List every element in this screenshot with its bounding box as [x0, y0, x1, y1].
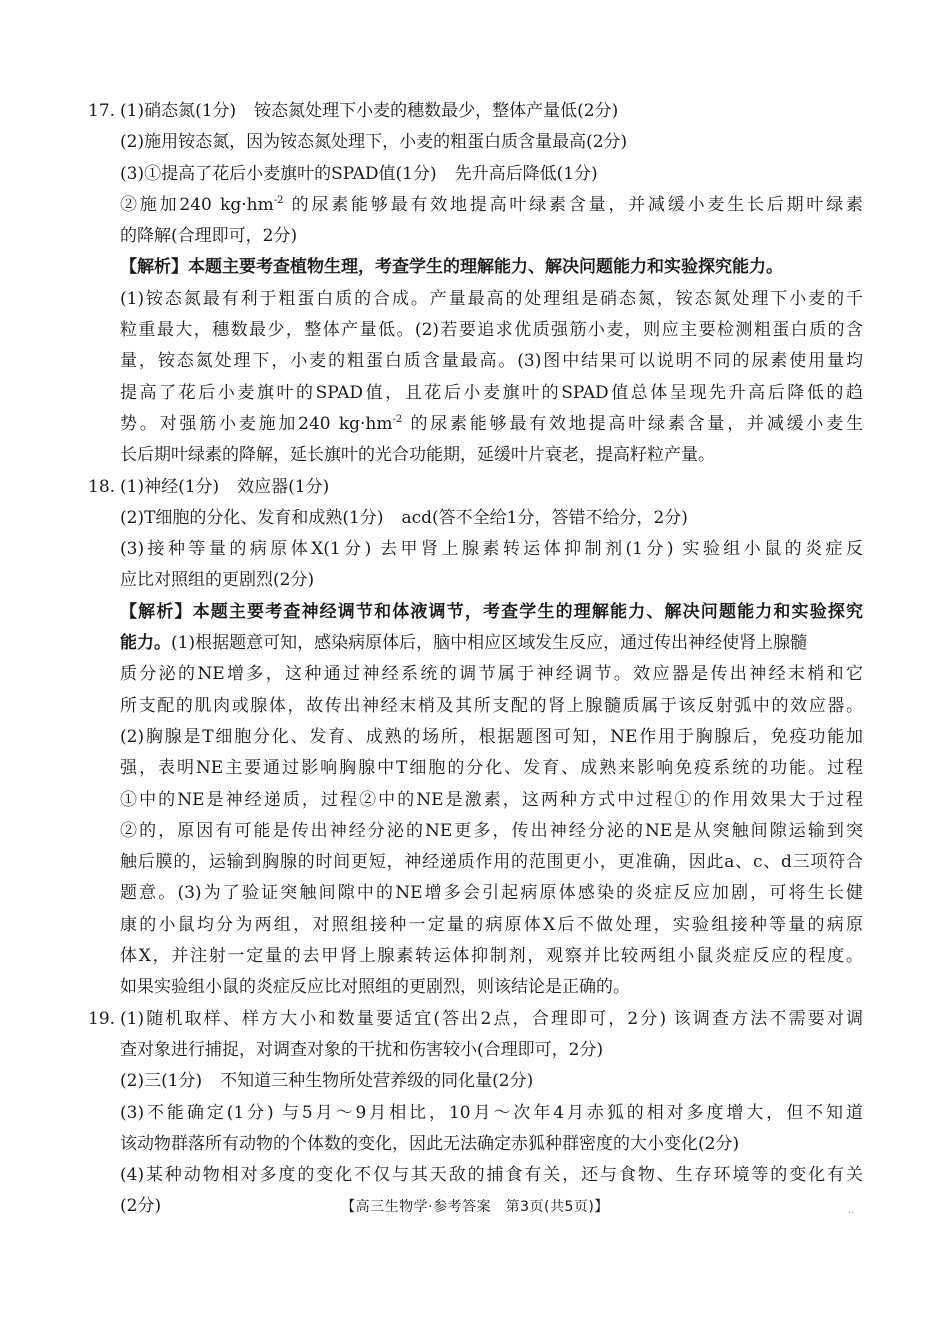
q18-analysis-11: 体X，并注射一定量的去甲肾上腺素转运体抑制剂，观察并比较两组小鼠炎症反应的程度。 — [120, 946, 863, 967]
q17-analysis-1: (1)铵态氮最有利于粗蛋白质的合成。产量最高的处理组是硝态氮，铵态氮处理下小麦的千 — [120, 288, 863, 309]
q18-analysis-3: 所支配的肌肉或腺体，故传出神经末梢及其所支配的肾上腺髓质属于该反射弧中的效应器。 — [120, 695, 863, 716]
q18-analysis-6: ①中的NE是神经递质，过程②中的NE是激素，这两种方式中过程①的作用效果大于过程 — [120, 789, 863, 810]
q18-line-2: (2)T细胞的分化、发育和成熟(1分) acd(答不全给1分，答错不给分，2分) — [120, 507, 688, 528]
q18-line-4: 应比对照组的更剧烈(2分) — [120, 570, 315, 591]
q18-analysis-lead: 【解析】本题主要考查神经调节和体液调节，考查学生的理解能力、解决问题能力和实验探究 — [120, 601, 863, 622]
q17-number: 17. — [88, 101, 116, 121]
q17-analysis-6: 长后期叶绿素的降解，延长旗叶的光合功能期，延缓叶片衰老，提高籽粒产量。 — [120, 445, 715, 466]
q17-line-4: ②施加240 $kg\cdot hm^{-2}$ 的尿素能够最有效地提高叶绿素含量，并减缓小麦生长后期叶绿素 — [120, 194, 863, 215]
q17-analysis-3: 量，铵态氮处理下，小麦的粗蛋白质含量最高。(3)图中结果可以说明不同的尿素使用量均 — [120, 351, 863, 372]
q18-analysis-0: 能力。(1)根据题意可知，感染病原体后，脑中相应区域发生反应，通过传出神经使肾上腺髓 — [120, 633, 808, 654]
q17-analysis-4: 提高了花后小麦旗叶的SPAD值，且花后小麦旗叶的SPAD值总体呈现先升高后降低的趋 — [120, 382, 863, 403]
q19-line-7: (2分) — [120, 1196, 162, 1217]
q18-analysis-8: 触后膜的，运输到胸腺的时间更短，神经递质作用的范围更小，更准确，因此a、c、d三项符合 — [120, 852, 863, 873]
footer-mark: ·· — [848, 1208, 855, 1219]
q18-line-1: 18. (1)神经(1分) 效应器(1分) — [88, 472, 863, 503]
q18-analysis-4: (2)胸腺是T细胞分化、发育、成熟的场所，根据题图可知，NE作用于胸腺后，免疫功能加 — [120, 726, 863, 747]
answer-content — [88, 96, 863, 1223]
q19-line-4: (3)不能确定(1分) 与5月～9月相比，10月～次年4月赤狐的相对多度增大，但不知道 — [120, 1102, 863, 1123]
q17-line-2: (2)施用铵态氮，因为铵态氮处理下，小麦的粗蛋白质含量最高(2分) — [120, 132, 628, 153]
q18-analysis-10: 康的小鼠均分为两组，对照组接种一定量的病原体X后不做处理，实验组接种等量的病原 — [120, 914, 863, 935]
q18-number: 18. — [88, 476, 116, 497]
q19-line-5: 该动物群落所有动物的个体数的变化，因此无法确定赤狐种群密度的大小变化(2分) — [120, 1133, 740, 1154]
q18-analysis-5: 强，表明NE主要通过影响胸腺中T细胞的分化、发育、成熟来影响免疫系统的功能。过程 — [120, 758, 863, 779]
q19-line-3: (2)三(1分) 不知道三种生物所处营养级的同化量(2分) — [120, 1071, 534, 1092]
q18-analysis-12: 如果实验组小鼠的炎症反应比对照组的更剧烈，则该结论是正确的。 — [120, 977, 630, 998]
q19-line-2: 查对象进行捕捉，对调查对象的干扰和伤害较小(合理即可，2分) — [120, 1039, 604, 1060]
q17-line-1: 17. (1)硝态氮(1分) 铵态氮处理下小麦的穗数最少，整体产量低(2分) — [88, 96, 863, 127]
q18-analysis-7: ②的，原因有可能是传出神经分泌的NE更多，传出神经分泌的NE是从突触间隙运输到突 — [120, 820, 863, 841]
q17-analysis-2: 粒重最大，穗数最少，整体产量低。(2)若要追求优质强筋小麦，则应主要检测粗蛋白质的含 — [120, 320, 863, 341]
q17-line-3: (3)①提高了花后小麦旗叶的SPAD值(1分) 先升高后降低(1分) — [120, 163, 598, 184]
q19-number: 19. — [88, 1008, 116, 1029]
q18-analysis-2: 质分泌的NE增多，这种通过神经系统的调节属于神经调节。效应器是传出神经末梢和它 — [120, 664, 863, 685]
q19-line-1: 19. (1)随机取样、样方大小和数量要适宜(答出2点，合理即可，2分) 该调查方法不需要对调 — [88, 1004, 863, 1035]
q19-line-6: (4)某种动物相对多度的变化不仅与其天敌的捕食有关，还与食物、生存环境等的变化有关 — [120, 1165, 863, 1186]
q17-analysis-5: 势。对强筋小麦施加240 $kg\cdot hm^{-2}$ 的尿素能够最有效地提高叶绿素含量，并减缓小麦生 — [120, 413, 863, 434]
q18-analysis-9: 题意。(3)为了验证突触间隙中的NE增多会引起病原体感染的炎症反应加剧，可将生长健 — [120, 883, 863, 904]
q17-analysis-lead: 【解析】本题主要考查植物生理，考查学生的理解能力、解决问题能力和实验探究能力。 — [120, 257, 783, 278]
q18-line-3: (3)接种等量的病原体X(1分) 去甲肾上腺素转运体抑制剂(1分) 实验组小鼠的炎症反 — [120, 539, 863, 560]
q17-line-5: 的降解(合理即可，2分) — [120, 226, 298, 247]
page-footer: 【高三生物学·参考答案 第3页(共5页)】 — [341, 1199, 609, 1215]
